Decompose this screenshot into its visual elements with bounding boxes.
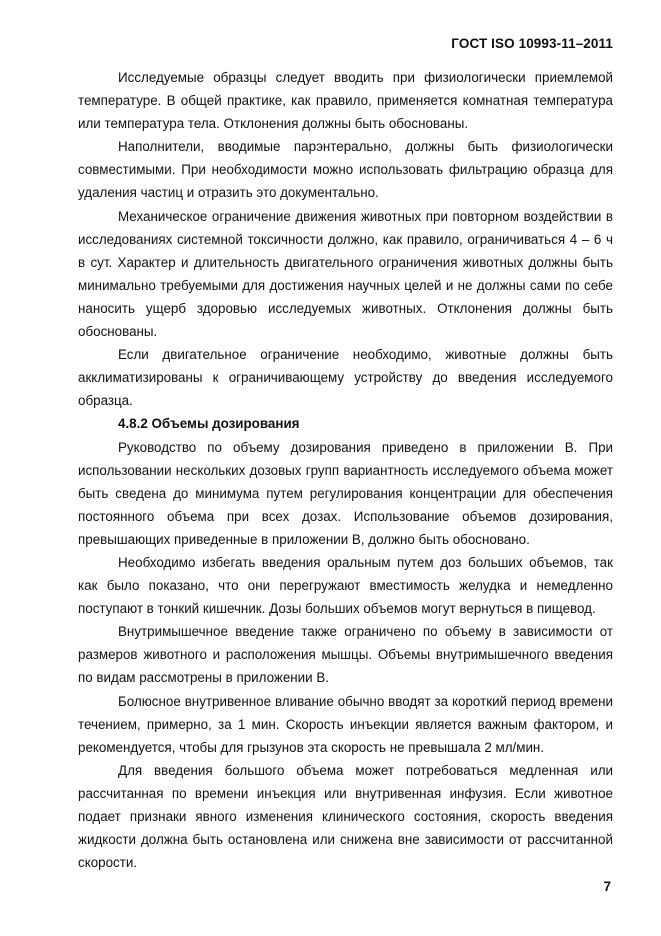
paragraph-sample-temperature: Исследуемые образцы следует вводить при физиологически приемлемой температуре. В общей практике, как правило, применяется комнатная температура или температура тела. Отклонения должны быть обоснованы. [78,70,613,132]
paragraph-oral-volumes: Необходимо избегать введения оральным путем доз больших объемов, так как было показано, что они перегружают вместимость желудка и немедленно поступают в тонкий кишечник. Дозы больших объемов могут вернуться в пищевод. [78,554,613,617]
section-heading-dosing-volumes: 4.8.2 Объемы дозирования [118,416,300,432]
paragraph-bolus-intravenous: Болюсное внутривенное вливание обычно вводят за короткий период времени течением, примерно, за 1 мин. Скорость инъекции является важным фактором, и рекомендуется, чтобы для грызунов эта скорость не превышала 2 мл/мин. [78,693,613,755]
standard-designation: ГОСТ ISO 10993-11–2011 [451,36,613,51]
paragraph-intramuscular: Внутримышечное введение также ограничено по объему в зависимости от размеров животного и расположения мышцы. Объемы внутримышечного введения по видам рассмотрены в приложении В. [78,624,613,686]
page-number: 7 [603,879,611,894]
paragraph-large-volume-infusion: Для введения большого объема может потребоваться медленная или рассчитанная по времени инъекция или внутривенная инфузия. Если животное подает признаки явного изменения клинического состояния, скорость введения жидкости должна быть остановлена или снижена вне зависимости от рассчитанной скорости. [78,762,613,871]
paragraph-mechanical-restraint: Механическое ограничение движения животных при повторном воздействии в исследованиях системной токсичности должно, как правило, ограничиваться 4 – 6 ч в сут. Характер и длительность двигательного ограничения животных должны быть минимально требуемыми для достижения научных целей и не должны сами по себе наносить ущерб здоровью исследуемых животных. Отклонения должны быть обоснованы. [78,208,613,340]
paragraph-acclimatization: Если двигательное ограничение необходимо, животные должны быть акклиматизированы к ограничивающему устройству до введения исследуемого образца. [78,347,613,409]
paragraph-dosing-guidance: Руководство по объему дозирования приведено в приложении В. При использовании нескольких дозовых групп вариантность исследуемого объема может быть сведена до минимума путем регулирования концентрации для обеспечения постоянного объема при всех дозах. Использование объемов дозирования, превышающих приведенные в приложении В, должно быть обосновано. [78,439,613,547]
document-body [78,66,613,874]
paragraph-vehicles: Наполнители, вводимые парэнтерально, должны быть физиологически совместимыми. При необходимости можно использовать фильтрацию образца для удаления частиц и отразить это документально. [78,139,613,201]
